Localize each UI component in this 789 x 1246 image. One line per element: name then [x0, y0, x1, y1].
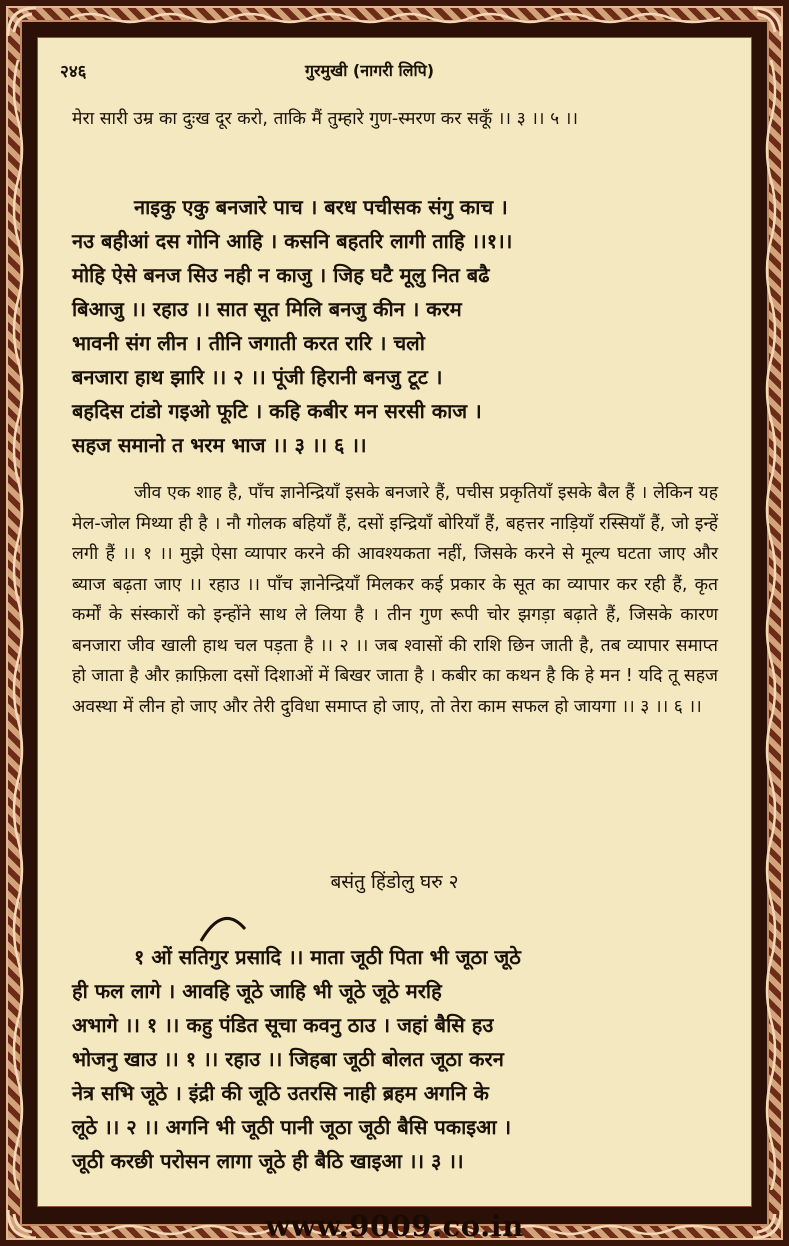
meaning-paragraph: जीव एक शाह है, पाँच ज्ञानेन्द्रियाँ इसके बनजारे हैं, पचीस प्रकृतियाँ इसके बैल हैं । लेकिन यह मेल-जोल मिथ्या ही है । नौ गोलक बहियाँ हैं, दसों इन्द्रियाँ बोरियाँ हैं, बहत्तर नाड़ियाँ रस्सियाँ हैं, जो इन्हें लगी हैं ।। १ ।। मुझे ऐसा व्यापार करने की आवश्यकता नहीं, जिसके करने से मूल्य घटता जाए और ब्याज बढ़ता जाए ।। रहाउ ।। पाँच ज्ञानेन्द्रियाँ मिलकर कई प्रकार के सूत का व्यापार कर रही हैं, कृत कर्मों के संस्कारों को इन्होंने साथ ले लिया है । तीन गुण रूपी चोर झगड़ा बढ़ाते हैं, जिसके कारण बनजारा जीव खाली हाथ चल पड़ता है ।। २ ।। जब श्वासों की राशि छिन जाती है, तब व्यापार समाप्त हो जाता है और क़ाफ़िला दसों दिशाओं में बिखर जाता है । कबीर का कथन है कि हे मन ! यदि तू सहज अवस्था में लीन हो जाए और तेरी दुविधा समाप्त हो जाए, तो तेरा काम सफल हो जायगा ।। ३ ।। ६ ।। — [72, 483, 718, 717]
scroll-ornament-icon — [763, 60, 779, 1190]
verse-line: १ ओं सतिगुर प्रसादि ।। माता जूठी पिता भी जूठा जूठे — [134, 945, 521, 969]
verse-line: भोजनु खाउ ।। १ ।। रहाउ ।। जिहबा जूठी बोलत जूठा करन — [72, 1047, 504, 1071]
page-number: २४६ — [60, 62, 87, 82]
page-title: गुरमुखी (नागरी लिपि) — [305, 61, 435, 80]
verse-line: नाइकु एकु बनजारे पाच । बरध पचीसक संगु काच । — [134, 195, 508, 219]
verse-line: जूठी करछी परोसन लागा जूठे ही बैठि खाइआ ।। ३ ।। — [72, 1149, 464, 1173]
scroll-ornament-icon — [70, 10, 720, 26]
corner-flourish-icon — [2, 2, 42, 42]
verse-line: नउ बहीआं दस गोनि आहि । कसनि बहतरि लागी ताहि ।।१।। — [72, 229, 513, 253]
verse-line: मोहि ऐसे बनज सिउ नही न काजु । जिह घटै मूलु नित बढै — [72, 263, 490, 287]
website-url: www.9009.co.in — [265, 1209, 524, 1243]
verse-line: बिआजु ।। रहाउ ।। सात सूत मिलि बनजु कीन । करम — [72, 297, 462, 321]
verse-line: बहदिस टांडो गइओ फूटि । कहि कबीर मन सरसी काज । — [72, 399, 482, 423]
section-heading: बसंतु हिंडोलु घरु २ — [330, 871, 459, 893]
verse-line: भावनी संग लीन । तीनि जगाती करत रारि । चलो — [72, 331, 425, 355]
page-header — [60, 57, 680, 87]
verse-line: सहज समानो त भरम भाज ।। ३ ।। ६ ।। — [72, 433, 367, 457]
verse-block-1 — [72, 190, 718, 462]
corner-flourish-icon — [747, 2, 787, 42]
verse-line: नेत्र सभि जूठे । इंद्री की जूठि उतरसि नाही ब्रहम अगनि के — [72, 1081, 489, 1105]
scroll-ornament-icon — [10, 60, 26, 1190]
verse-line: लूठे ।। २ ।। अगनि भी जूठी पानी जूठा जूठी बैसि पकाइआ । — [72, 1115, 512, 1139]
verse-block-2 — [72, 940, 718, 1178]
verse-line: अभागे ।। १ ।। कहु पंडित सूचा कवनु ठाउ । जहां बैसि हउ — [72, 1013, 494, 1037]
verse-line: ही फल लागे । आवहि जूठे जाहि भी जूठे जूठे मरहि — [72, 979, 442, 1003]
intro-paragraph: मेरा सारी उम्र का दुःख दूर करो, ताकि मैं तुम्हारे गुण-स्मरण कर सकूँ ।। ३ ।। ५ ।। — [72, 109, 579, 129]
verse-line: बनजारा हाथ झारि ।। २ ।। पूंजी हिरानी बनजु टूट । — [72, 365, 443, 389]
